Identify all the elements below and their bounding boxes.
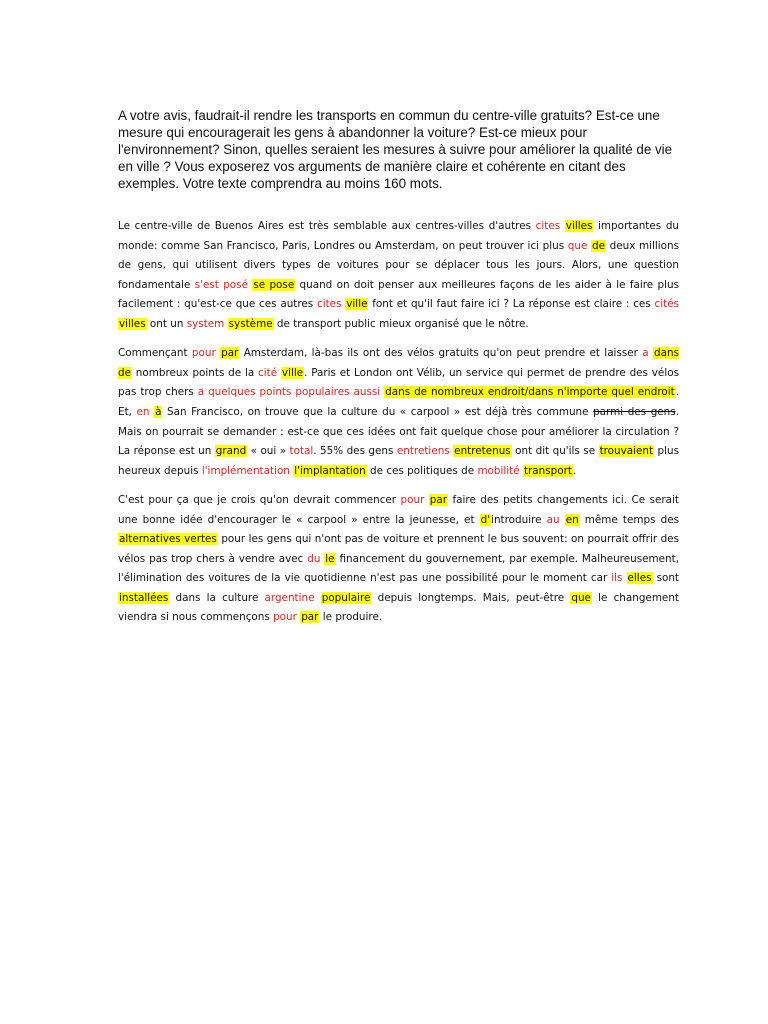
correction-highlight: villes [119, 317, 146, 330]
text-segment: . Paris et London ont Vélib, un service qui permet de prendre des vélos pas trop chers [118, 366, 679, 399]
text-segment: nombreux points de la [132, 366, 259, 379]
error-word: en [136, 405, 150, 418]
text-segment: « oui » [247, 445, 290, 458]
text-segment: pour les gens qui n'ont pas de voiture et prennent le bus souvent: on pourrait offrir des vélos pas trop chers à vendre avec [118, 533, 679, 565]
error-word: entretiens [396, 445, 450, 458]
text-segment: de transport public mieux organisé que le nôtre. [273, 317, 529, 330]
correction-highlight: populaire [321, 591, 371, 604]
correction-highlight: ville [346, 298, 368, 311]
error-word: cité [258, 366, 278, 379]
text-segment: quand on doit penser aux meilleures façons de les aider à le faire plus facilement : qu'est-ce que ces autres [118, 278, 679, 311]
error-word: system [186, 317, 225, 330]
correction-highlight: entretenus [454, 445, 511, 458]
correction-highlight: système [228, 317, 273, 330]
text-segment: depuis longtemps. Mais, peut-être [371, 591, 571, 604]
correction-highlight: à [155, 405, 162, 418]
error-word: du [307, 552, 321, 565]
error-word: pour [400, 493, 425, 506]
essay-paragraph-3 [118, 491, 679, 628]
correction-highlight: par [429, 493, 448, 506]
text-segment: ont dit qu'ils se [511, 445, 599, 458]
error-word: cites [535, 220, 561, 232]
correction-highlight: alternatives vertes [119, 533, 217, 546]
text-segment: Amsterdam, là-bas ils ont des vélos gratuits qu'on peut prendre et laisser [239, 347, 643, 360]
text-segment: . Et, [118, 386, 679, 418]
correction-highlight: de [592, 239, 605, 252]
essay-paragraph-2 [118, 344, 679, 481]
text-segment: importantes du monde: comme San Francisco, Paris, Londres ou Amsterdam, on peut trouver ici plus [118, 220, 679, 252]
error-word: total [289, 445, 314, 458]
text-segment: même temps des [579, 513, 680, 526]
correction-highlight: par [301, 611, 319, 624]
error-word: mobilité [477, 464, 520, 477]
correction-highlight: que [571, 591, 591, 604]
text-segment: le produire. [319, 611, 383, 624]
text-segment: deux millions de gens, qui utilisent divers types de voitures pour se déplacer tous les jours. Alors, une question fondamentale [118, 239, 680, 291]
error-word: ils [611, 572, 623, 585]
error-word: a quelques points populaires aussi [197, 386, 381, 399]
correction-highlight: dans de nombreux endroit/dans n'importe quel endroit [385, 386, 675, 399]
correction-highlight: installées [119, 591, 169, 604]
text-segment: sont [652, 572, 680, 585]
text-segment: plus heureux depuis [118, 445, 680, 477]
error-word: a [642, 347, 649, 360]
correction-highlight: le [325, 552, 335, 565]
correction-highlight: d' [480, 513, 491, 526]
essay-body [118, 217, 679, 638]
text-segment: . 55% des gens [313, 445, 397, 458]
strikethrough-deletion: parmi des gens [593, 405, 676, 418]
text-segment: Commençant [118, 347, 192, 360]
error-word: que [567, 239, 588, 252]
correction-highlight: dans de [118, 347, 679, 379]
text-segment: de ces politiques de [366, 464, 478, 477]
correction-highlight: par [221, 347, 239, 360]
text-segment: dans la culture [169, 591, 265, 604]
correction-highlight: elles [627, 572, 652, 585]
correction-highlight: ville [281, 366, 304, 379]
assignment-prompt: A votre avis, faudrait-il rendre les transports en commun du centre-ville gratuits? Est-ce une mesure qui encouragerait les gens à abandonner la voiture? Est-ce mieux pour l'environnement? Sinon, quelles seraient les mesures à suivre pour améliorer la qualité de vie en ville ? Vous exposerez vos arguments de manière claire et cohérente en citant des exemples. Votre texte comprendra au moins 160 mots. [118, 108, 673, 191]
text-segment: faire des petits changements ici. Ce serait une bonne idée d'encourager le « carpool » entre la jeunesse, et [118, 493, 680, 526]
text-segment: . Mais on pourrait se demander : est-ce que ces idées ont fait quelque chose pour améliorer la circulation ? La réponse est un [118, 405, 679, 458]
text-segment: le changement viendra si nous commençons [118, 591, 679, 624]
error-word: pour [191, 347, 216, 360]
text-segment: . [572, 464, 577, 477]
error-word: argentine [264, 591, 315, 604]
correction-highlight: trouvaient [599, 445, 654, 458]
error-word: s'est posé [194, 278, 248, 291]
essay-paragraph-1 [118, 217, 679, 335]
correction-highlight: en [565, 513, 579, 526]
error-word: au [546, 513, 560, 526]
correction-highlight: villes [565, 220, 593, 232]
error-word: cites [317, 298, 342, 311]
text-segment: introduire [491, 513, 547, 526]
text-segment: San Francisco, on trouve que la culture du « carpool » est déjà très commune [162, 405, 594, 418]
text-segment: financement du gouvernement, par exemple. Malheureusement, l'élimination des voitures de la vie quotidienne n'est pas une possibilité pour le moment car [118, 552, 679, 585]
text-segment: font et qu'il faut faire ici ? La réponse est claire : ces [368, 298, 655, 311]
error-word: l'implémentation [201, 464, 290, 477]
error-word: cités [654, 298, 679, 311]
text-segment: ont un [146, 317, 187, 330]
correction-highlight: grand [215, 445, 247, 458]
correction-highlight: l'implantation [294, 464, 366, 477]
text-segment: Le centre-ville de Buenos Aires est très semblable aux centres-villes d'autres [118, 220, 536, 232]
correction-highlight: transport [523, 464, 572, 477]
error-word: pour [273, 611, 297, 624]
text-segment: C'est pour ça que je crois qu'on devrait commencer [118, 493, 401, 506]
correction-highlight: se pose [253, 278, 295, 291]
